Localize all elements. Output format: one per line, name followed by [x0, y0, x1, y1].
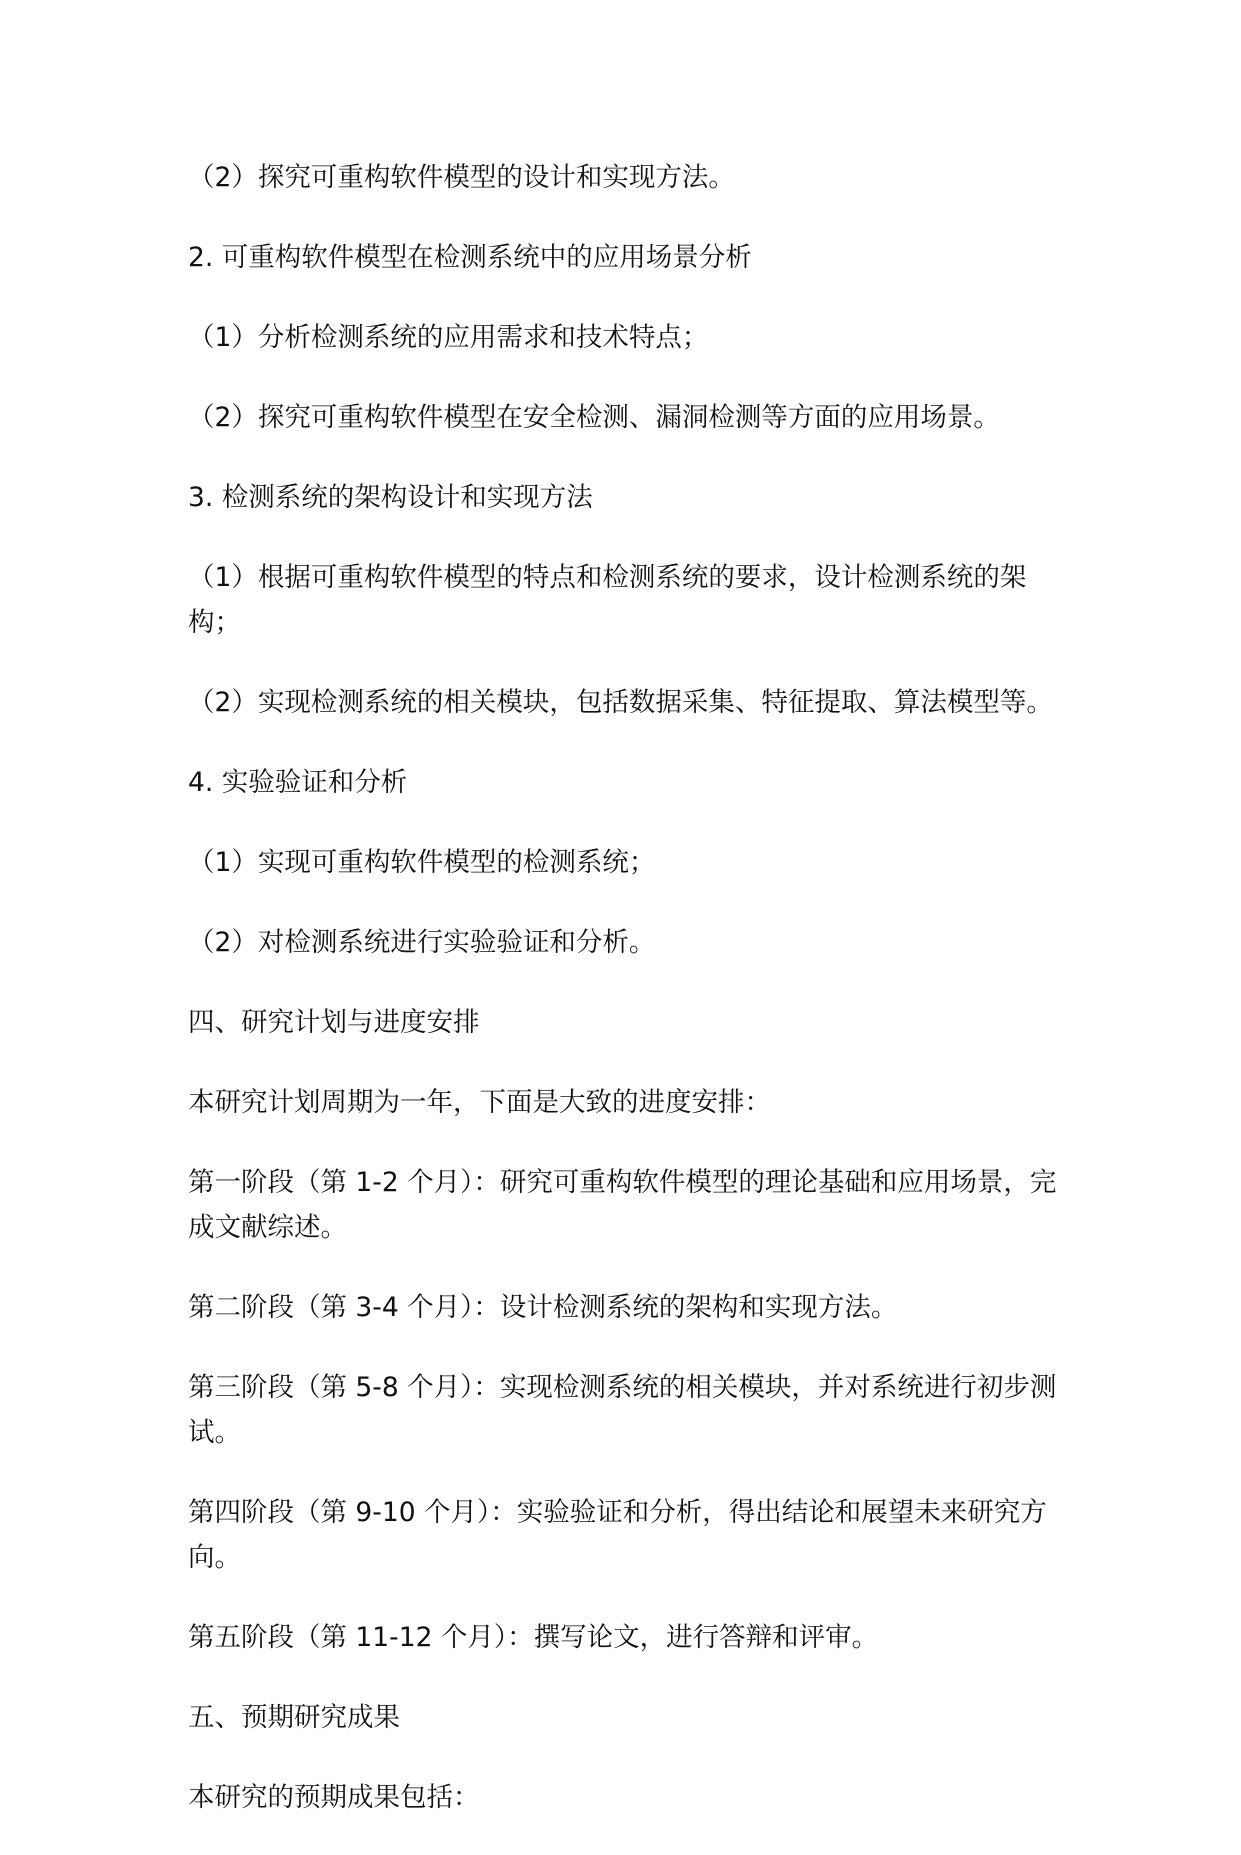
paragraph-3-2: （2）实现检测系统的相关模块，包括数据采集、特征提取、算法模型等。 — [188, 687, 1053, 718]
plan-stage-2: 第二阶段（第 3-4 个月）：设计检测系统的架构和实现方法。 — [188, 1292, 898, 1323]
paragraph-2-2: （2）探究可重构软件模型在安全检测、漏洞检测等方面的应用场景。 — [188, 402, 1000, 433]
paragraph-4-1: （1）实现可重构软件模型的检测系统； — [188, 847, 656, 878]
paragraph-objective-2: （2）探究可重构软件模型的设计和实现方法。 — [188, 162, 735, 193]
section-heading-3: 3. 检测系统的架构设计和实现方法 — [188, 482, 593, 513]
plan-intro: 本研究计划周期为一年，下面是大致的进度安排： — [188, 1087, 771, 1118]
section-heading-2: 2. 可重构软件模型在检测系统中的应用场景分析 — [188, 242, 752, 273]
results-intro: 本研究的预期成果包括： — [188, 1782, 480, 1813]
chapter-heading-results: 五、预期研究成果 — [188, 1702, 400, 1733]
paragraph-3-1: （1）根据可重构软件模型的特点和检测系统的要求，设计检测系统的架构； — [188, 562, 1027, 638]
chapter-heading-plan: 四、研究计划与进度安排 — [188, 1007, 480, 1038]
plan-stage-5: 第五阶段（第 11-12 个月）：撰写论文，进行答辩和评审。 — [188, 1622, 879, 1653]
section-heading-4: 4. 实验验证和分析 — [188, 767, 408, 798]
paragraph-2-1: （1）分析检测系统的应用需求和技术特点； — [188, 322, 709, 353]
plan-stage-1: 第一阶段（第 1-2 个月）：研究可重构软件模型的理论基础和应用场景，完成文献综述。 — [188, 1167, 1057, 1243]
document-body — [188, 155, 1078, 1855]
plan-stage-4: 第四阶段（第 9-10 个月）：实验验证和分析，得出结论和展望未来研究方向。 — [188, 1497, 1047, 1573]
plan-stage-3: 第三阶段（第 5-8 个月）：实现检测系统的相关模块，并对系统进行初步测试。 — [188, 1372, 1057, 1448]
paragraph-4-2: （2）对检测系统进行实验验证和分析。 — [188, 927, 656, 958]
